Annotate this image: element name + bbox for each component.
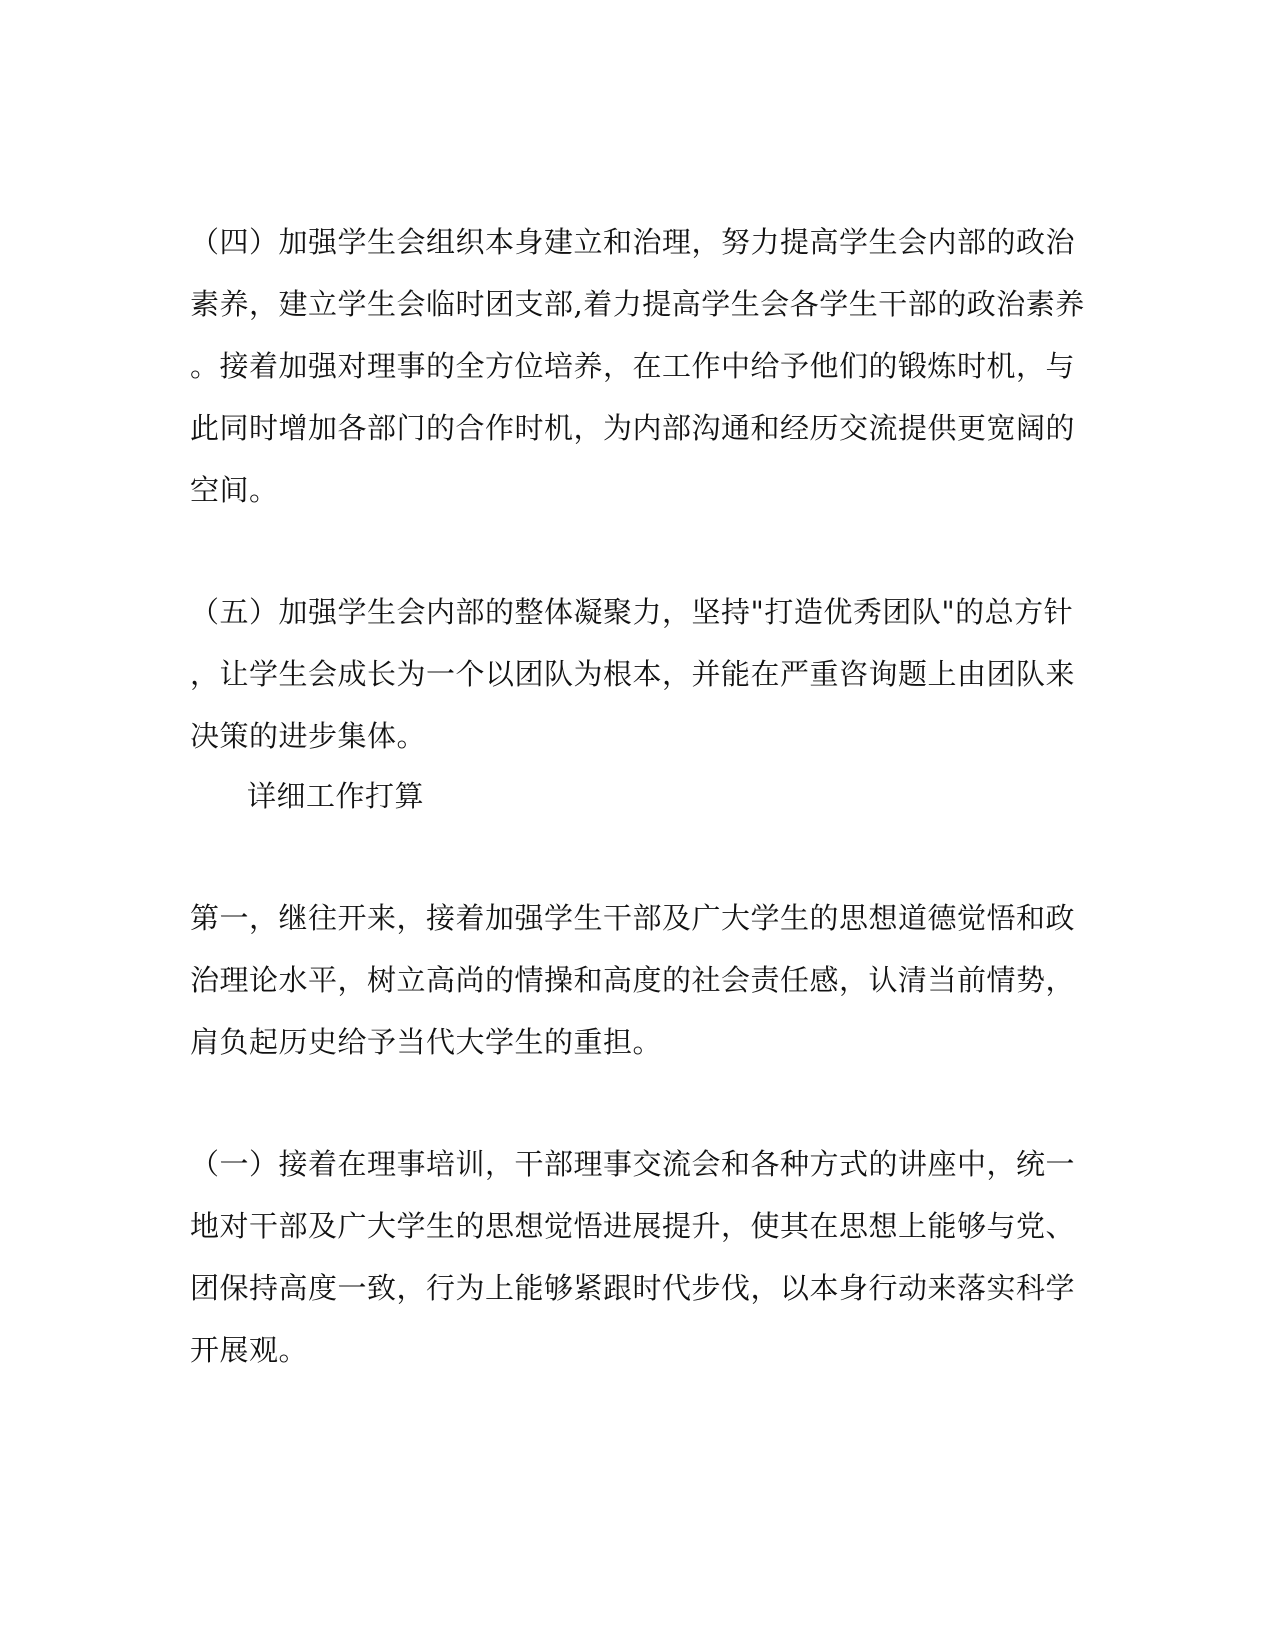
paragraph-4-line-1: （四）加强学生会组织本身建立和治理，努力提高学生会内部的政治 xyxy=(190,225,1076,259)
paragraph-5-line-1: （五）加强学生会内部的整体凝聚力，坚持"打造优秀团队"的总方针 xyxy=(190,595,1074,629)
paragraph-4-line-2: 素养，建立学生会临时团支部,着力提高学生会各学生干部的政治素养 xyxy=(190,287,1085,321)
paragraph-4-line-4: 此同时增加各部门的合作时机，为内部沟通和经历交流提供更宽阔的 xyxy=(190,411,1076,445)
paragraph-4-line-5: 空间。 xyxy=(190,473,279,507)
first-item-line-3: 肩负起历史给予当代大学生的重担。 xyxy=(190,1025,663,1059)
paragraph-1-line-3: 团保持高度一致，行为上能够紧跟时代步伐，以本身行动来落实科学 xyxy=(190,1271,1076,1305)
paragraph-1-line-1: （一）接着在理事培训，干部理事交流会和各种方式的讲座中，统一 xyxy=(190,1147,1076,1181)
paragraph-1-line-4: 开展观。 xyxy=(190,1333,309,1367)
section-heading: 详细工作打算 xyxy=(247,779,425,813)
paragraph-5-line-2: ，让学生会成长为一个以团队为根本，并能在严重咨询题上由团队来 xyxy=(190,657,1076,691)
paragraph-4-line-3: 。接着加强对理事的全方位培养，在工作中给予他们的锻炼时机，与 xyxy=(190,349,1076,383)
paragraph-5-line-3: 决策的进步集体。 xyxy=(190,719,427,753)
paragraph-1-line-2: 地对干部及广大学生的思想觉悟进展提升，使其在思想上能够与党、 xyxy=(190,1209,1076,1243)
first-item-line-1: 第一，继往开来，接着加强学生干部及广大学生的思想道德觉悟和政 xyxy=(190,901,1076,935)
first-item-line-2: 治理论水平，树立高尚的情操和高度的社会责任感，认清当前情势， xyxy=(190,963,1076,997)
